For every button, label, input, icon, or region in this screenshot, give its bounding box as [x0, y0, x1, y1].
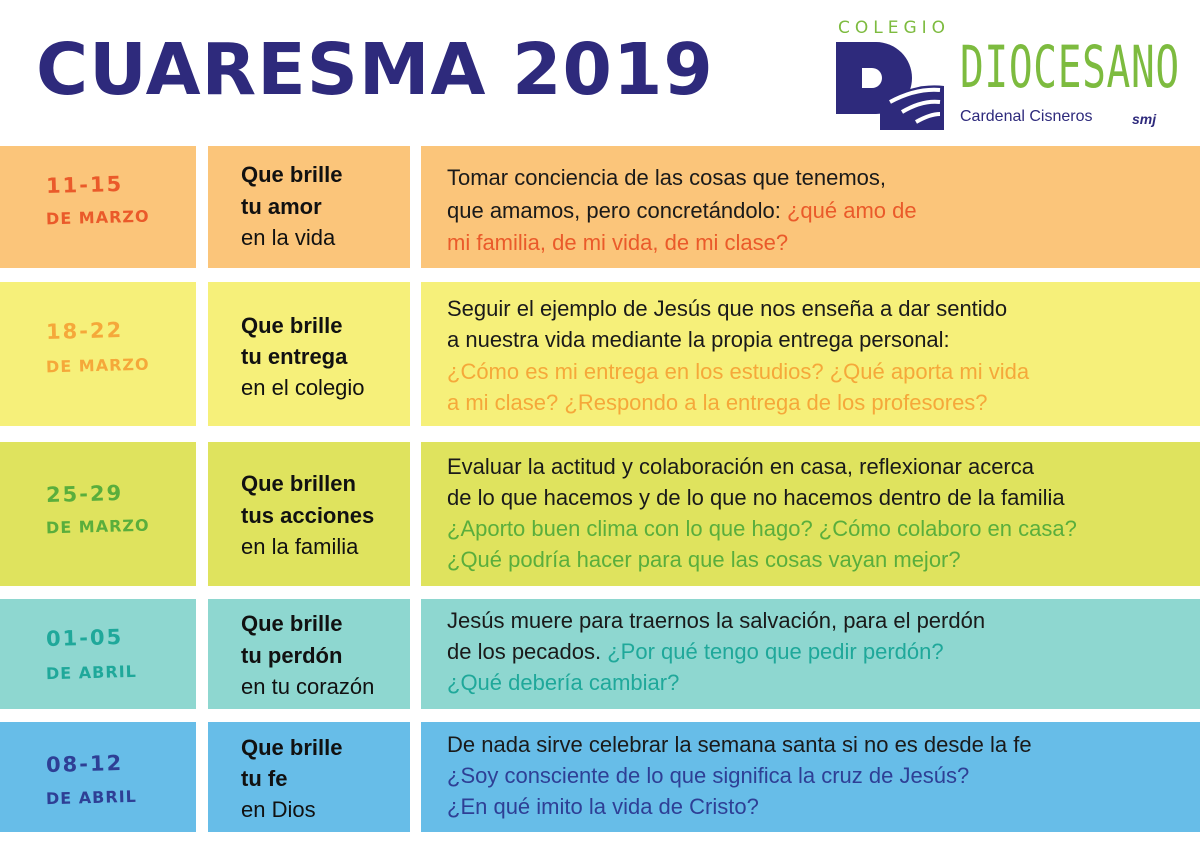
reflection-cell	[421, 722, 1200, 832]
reflection-line	[447, 641, 944, 663]
date-days: 11-15	[45, 171, 124, 199]
reflection-line: Evaluar la actitud y colaboración en casa, reflexionar acerca	[447, 454, 1034, 479]
theme-cell	[208, 722, 410, 832]
theme-line: Que brille	[241, 611, 343, 636]
date-cell	[0, 442, 196, 586]
reflection-cell	[421, 599, 1200, 709]
theme-place: en tu corazón	[241, 674, 375, 699]
reflection-question: ¿Aporto buen clima con lo que hago? ¿Cómo colaboro en casa?	[447, 516, 1077, 541]
date-cell	[0, 146, 196, 268]
reflection-question: a mi clase? ¿Respondo a la entrega de los profesores?	[447, 390, 988, 415]
date-days: 08-12	[45, 750, 124, 778]
theme-place: en Dios	[241, 797, 316, 822]
page-title: CUARESMA 2019	[36, 28, 714, 111]
theme-cell	[208, 599, 410, 709]
school-logo	[836, 18, 1180, 136]
date-month: DE MARZO	[45, 354, 150, 377]
date-cell	[0, 282, 196, 426]
theme-cell	[208, 282, 410, 426]
date-cell	[0, 599, 196, 709]
theme-line: tus acciones	[241, 503, 375, 528]
week-row	[0, 722, 1200, 832]
reflection-text: de los pecados.	[447, 639, 608, 664]
week-row	[0, 282, 1200, 426]
theme-line: Que brille	[241, 313, 343, 338]
reflection-question: ¿Qué debería cambiar?	[447, 670, 680, 695]
reflection-cell	[421, 146, 1200, 268]
reflection-cell	[421, 442, 1200, 586]
date-month: DE MARZO	[45, 515, 150, 538]
theme-line: Que brille	[241, 162, 343, 187]
reflection-line: Jesús muere para traernos la salvación, para el perdón	[447, 608, 986, 633]
week-row	[0, 599, 1200, 709]
week-row	[0, 146, 1200, 268]
theme-place: en la familia	[241, 534, 359, 559]
date-days: 01-05	[45, 624, 124, 652]
reflection-question: ¿Por qué tengo que pedir perdón?	[607, 639, 944, 664]
reflection-question: ¿Qué podría hacer para que las cosas vayan mejor?	[447, 547, 961, 572]
theme-line: tu amor	[241, 194, 322, 219]
reflection-line: Tomar conciencia de las cosas que tenemos,	[447, 165, 887, 190]
reflection-question: ¿Soy consciente de lo que significa la cruz de Jesús?	[447, 763, 970, 788]
reflection-question: mi familia, de mi vida, de mi clase?	[447, 230, 789, 255]
theme-line: tu entrega	[241, 344, 348, 369]
logo-top-text: COLEGIO	[838, 18, 951, 38]
reflection-question: ¿En qué imito la vida de Cristo?	[447, 794, 759, 819]
date-month: DE MARZO	[45, 206, 150, 229]
logo-subtitle: Cardenal Cisneros	[960, 108, 1093, 125]
theme-line: tu perdón	[241, 643, 343, 668]
logo-smj-mark: smj	[1132, 111, 1157, 127]
logo-mark-icon	[836, 42, 948, 130]
date-days: 18-22	[45, 317, 124, 345]
logo-main-text: DIOCESANO	[960, 33, 1180, 101]
reflection-line: Seguir el ejemplo de Jesús que nos enseña a dar sentido	[447, 296, 1008, 321]
theme-line: Que brillen	[241, 471, 356, 496]
reflection-line: a nuestra vida mediante la propia entrega personal:	[447, 327, 950, 352]
week-row	[0, 442, 1200, 586]
reflection-line	[447, 200, 917, 222]
date-cell	[0, 722, 196, 832]
theme-place: en la vida	[241, 225, 336, 250]
date-month: DE ABRIL	[45, 661, 138, 684]
reflection-question: ¿Cómo es mi entrega en los estudios? ¿Qué aporta mi vida	[447, 359, 1030, 384]
theme-line: Que brille	[241, 735, 343, 760]
reflection-line: de lo que hacemos y de lo que no hacemos dentro de la familia	[447, 485, 1065, 510]
date-days: 25-29	[45, 480, 124, 508]
reflection-question: ¿qué amo de	[786, 198, 917, 223]
theme-cell	[208, 146, 410, 268]
theme-line: tu fe	[241, 766, 288, 791]
reflection-cell	[421, 282, 1200, 426]
theme-cell	[208, 442, 410, 586]
date-month: DE ABRIL	[45, 786, 138, 809]
reflection-text: que amamos, pero concretándolo:	[447, 198, 787, 223]
theme-place: en el colegio	[241, 375, 365, 400]
reflection-line: De nada sirve celebrar la semana santa si no es desde la fe	[447, 732, 1032, 757]
